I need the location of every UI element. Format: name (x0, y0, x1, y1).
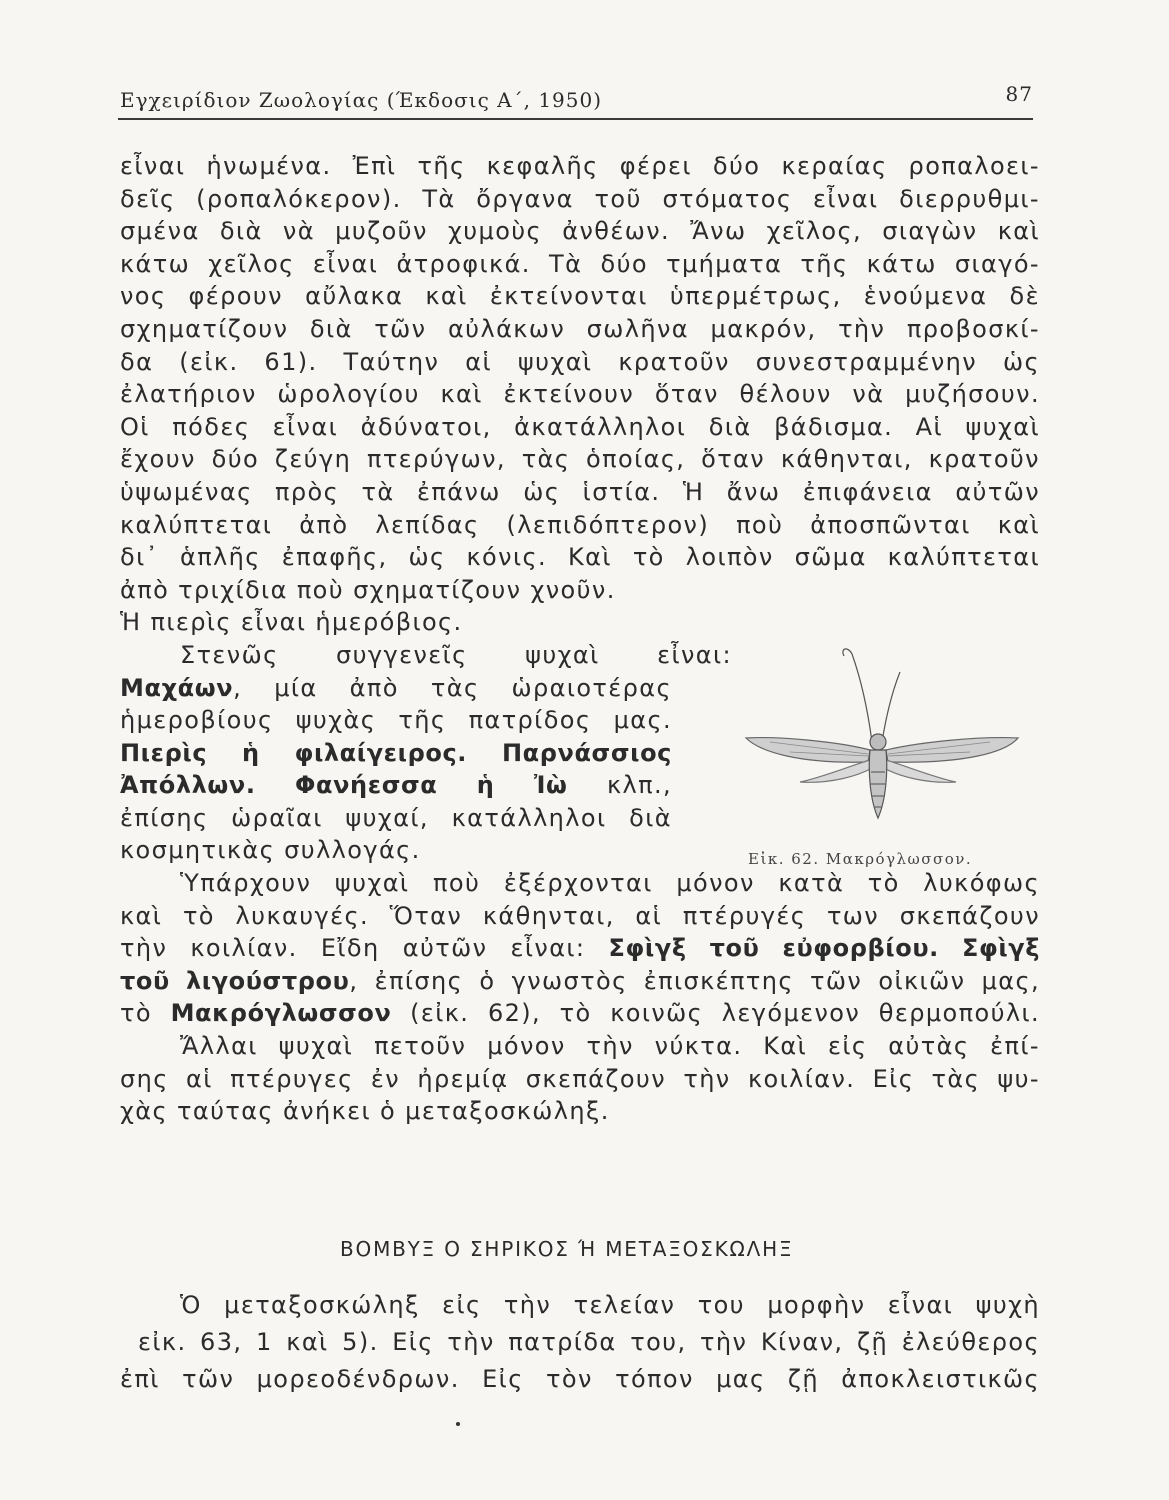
twilight-text: τὸ (120, 999, 152, 1028)
related-line: ἐπίσης ὡραῖαι ψυχαί, κατάλληλοι διὰ (120, 803, 672, 832)
species-pieris: Πιερὶς ἡ φιλαίγειρος. (120, 738, 467, 767)
text-line: κάτω χεῖλος εἶναι ἀτροφικά. Τὰ δύο τμήματα τῆς κάτω σιαγό- (120, 249, 1040, 278)
night-line: χὰς ταύτας ἀνήκει ὁ μεταξοσκώληξ. (120, 1097, 610, 1126)
moth-illustration-icon (740, 632, 1030, 832)
species-apollon: Ἀπόλλων. (120, 771, 256, 800)
related-line (120, 672, 672, 705)
page-number: 87 (1005, 82, 1033, 106)
twilight-line (120, 965, 1040, 998)
related-intro: Στενῶς συγγενεῖς ψυχαὶ εἶναι: (180, 640, 732, 669)
twilight-line (120, 997, 1040, 1030)
species-sfigx-euphorbia: Σφὶγξ τοῦ εὐφορβίου. (608, 934, 939, 963)
night-line: Ἄλλαι ψυχαὶ πετοῦν μόνον τὴν νύκτα. Καὶ εἰς αὐτὰς ἐπί- (180, 1032, 1040, 1061)
section-title: ΒΟΜΒΥΞ Ο ΣΗΡΙΚΟΣ Ή ΜΕΤΑΞΟΣΚΩΛΗΞ (340, 1237, 794, 1261)
text-line: εἶναι ἡνωμένα. Ἐπὶ τῆς κεφαλῆς φέρει δύο κεραίας ροπαλοει- (120, 152, 1040, 180)
related-text: κλπ., (606, 771, 673, 800)
section-line: ἐπὶ τῶν μορεοδένδρων. Εἰς τὸν τόπον μας ζῇ ἀποκλειστικῶς (120, 1365, 1040, 1393)
twilight-text: (εἰκ. 62), τὸ κοινῶς λεγόμενον θερμοπούλι. (410, 999, 1041, 1028)
section-line: εἰκ. 63, 1 καὶ 5). Εἰς τὴν πατρίδα του, τὴν Κίναν, ζῇ ἐλεύθερος (138, 1328, 1040, 1356)
text-line: καλύπτεται ἀπὸ λεπίδας (λεπιδόπτερον) ποὺ ἀποσπῶνται καὶ (120, 510, 1040, 539)
text-line: δα (εἰκ. 61). Ταύτην αἱ ψυχαὶ κρατοῦν συνεστραμμένην ὡς (120, 347, 1040, 376)
species-parnassios: Παρνάσσιος (501, 738, 672, 767)
species-sfigx-ligustrum: τοῦ λιγούστρου (120, 966, 350, 995)
twilight-text: , ἐπίσης ὁ γνωστὸς ἐπισκέπτης τῶν οἰκιῶν μας, (349, 966, 1040, 995)
text-line: ἐλατήριον ὡρολογίου καὶ ἐκτείνουν ὅταν θέλουν νὰ μυζήσουν. (120, 380, 1040, 409)
related-line (120, 769, 672, 802)
text-line: ἔχουν δύο ζεύγη πτερύγων, τὰς ὁποίας, ὅταν κάθηνται, κρατοῦν (120, 445, 1040, 474)
text-line: δι᾿ ἁπλῆς ἐπαφῆς, ὡς κόνις. Καὶ τὸ λοιπὸν σῶμα καλύπτεται (120, 543, 1040, 572)
text-line: σχηματίζουν διὰ τῶν αὐλάκων σωλῆνα μακρόν, τὴν προβοσκί- (120, 314, 1040, 343)
text-line: νος φέρουν αὔλακα καὶ ἐκτείνονται ὑπερμέτρως, ἑνούμενα δὲ (120, 282, 1040, 311)
twilight-line: Ὑπάρχουν ψυχαὶ ποὺ ἐξέρχονται μόνον κατὰ τὸ λυκόφως (180, 869, 1040, 898)
text-line: ἀπὸ τριχίδια ποὺ σχηματίζουν χνοῦν. (120, 575, 616, 604)
species-fanie: Φανήεσσα ἡ Ἰὼ (295, 771, 568, 800)
text-line: Οἱ πόδες εἶναι ἀδύνατοι, ἀκατάλληλοι διὰ βάδισμα. Αἱ ψυχαὶ (120, 412, 1040, 441)
speck-mark (456, 1422, 460, 1426)
text-line: δεῖς (ροπαλόκερον). Τὰ ὄργανα τοῦ στόματος εἶναι διερρυθμι- (120, 184, 1040, 213)
section-line: Ὁ μεταξοσκώληξ εἰς τὴν τελείαν του μορφὴν εἶναι ψυχὴ (180, 1291, 1040, 1319)
twilight-text: τὴν κοιλίαν. Εἴδη αὐτῶν εἶναι: (120, 934, 586, 963)
related-text: , μία ἀπὸ τὰς ὡραιοτέρας (233, 673, 672, 702)
text-line: ὑψωμένας πρὸς τὰ ἐπάνω ὡς ἱστία. Ἡ ἄνω ἐπιφάνεια αὐτῶν (120, 477, 1040, 506)
twilight-line: καὶ τὸ λυκαυγές. Ὅταν κάθηνται, αἱ πτέρυγές των σκεπάζουν (120, 901, 1040, 930)
related-line: κοσμητικὰς συλλογάς. (120, 836, 421, 865)
twilight-line (120, 932, 1040, 965)
related-line (120, 737, 672, 770)
text-line: Ἡ πιερὶς εἶναι ἡμερόβιος. (120, 608, 463, 637)
silkworm-paragraph (120, 1287, 1040, 1398)
species-makroglosson: Μακρόγλωσσον (170, 999, 392, 1028)
book-title: Εγχειρίδιον Ζωολογίας (Έκδοσις Α΄, 1950) (120, 88, 603, 112)
related-line: ἡμεροβίους ψυχὰς τῆς πατρίδος μας. (120, 706, 672, 735)
species-sfigx-word: Σφὶγξ (961, 934, 1041, 963)
text-line: σμένα διὰ νὰ μυζοῦν χυμοὺς ἀνθέων. Ἄνω χεῖλος, σιαγὼν καὶ (120, 217, 1040, 246)
night-line: σης αἱ πτέρυγες ἐν ἠρεμίᾳ σκεπάζουν τὴν κοιλίαν. Εἰς τὰς ψυ- (120, 1064, 1040, 1093)
figure-caption: Εἰκ. 62. Μακρόγλωσσον. (748, 850, 973, 868)
running-header (118, 82, 1033, 120)
species-machaon: Μαχάων (120, 673, 234, 702)
